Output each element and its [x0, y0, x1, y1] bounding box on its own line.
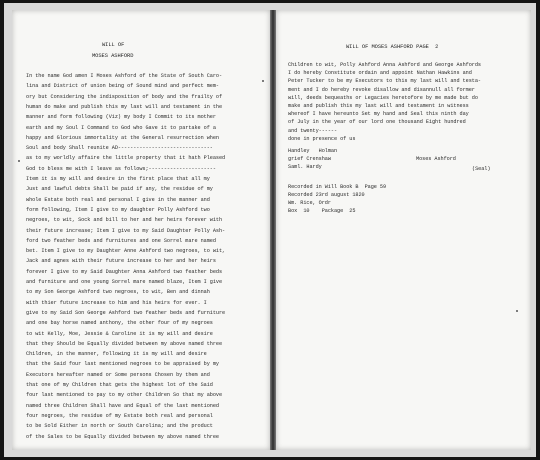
right-page — [276, 10, 531, 450]
body-line: earth and my Soul I Command to God who Gave it to partake of a — [26, 124, 216, 131]
scan-speck — [516, 310, 518, 312]
body-line: negroes, to wit, Sock and bill to her and her heirs forever with — [26, 217, 223, 224]
body-line: to wit Kelly, Moe, Jessie & Caroline it is my will and desire — [26, 330, 213, 337]
body-line: happy and Glorious immortality at the General resurrection when — [26, 134, 219, 141]
body-line: to my Son George Ashford two negroes, to wit, Ben and dinnah — [26, 289, 210, 296]
body-line: manner and form following (Viz) my body I Commit to its mother — [26, 114, 216, 121]
body-line: as to my worldly affaire the little property that it hath Pleased — [26, 155, 226, 162]
body-line: Children, in the manner, following it is my will and desire — [26, 351, 207, 358]
body-line: forever I give to my Said Daughter Anna Ashford two feather beds — [26, 268, 223, 275]
body-line: bet. Item I give to my Daughter Anne Ashford two negroes, to wit, — [26, 248, 226, 255]
body-line: give to my Said Son George Ashford two feather beds and furniture — [26, 309, 226, 316]
body-line: of the Sales to be Equally divided between my above named three — [26, 433, 219, 440]
left-page — [12, 10, 270, 450]
body-line: that one of my Children that gets the highest lot of the Said — [26, 382, 213, 388]
page-subheading: MOSES ASHFORD — [92, 53, 134, 59]
seal-mark: (Seal) — [472, 166, 491, 172]
witness-2: grief Crenshaw — [288, 156, 331, 162]
body-line: their future increase; Item I give to my Said Daughter Polly Ash- — [26, 227, 226, 234]
record-line: Recorded in Will Book B Page 59 — [288, 184, 387, 190]
testator-signature: Moses Ashford — [416, 156, 456, 162]
body-line: to be Sold Either in north or South Carolina; and the product — [26, 423, 213, 430]
page-heading: WILL OF — [102, 42, 125, 48]
body-line: of July in the year of our lord one thousand Eight hundred — [288, 119, 466, 126]
body-line: Children to wit, Polly Ashford Anna Ashford and George Ashfords — [288, 62, 481, 68]
body-line: God to bless me with I leave as follows;---------------------- — [26, 165, 216, 172]
body-line: Just and lawful debts Shall be paid if any, the residue of my — [26, 186, 213, 193]
body-line: ory but Considering the indisposition of body and the frailty of — [26, 93, 223, 100]
body-line: Soul and body Shall reunite AD------------------------------- — [26, 145, 213, 152]
body-line: Peter Tucker to be my Executors to this my last will and testa- — [288, 78, 481, 85]
body-line: done in presence of us — [288, 135, 356, 142]
body-line: that they Should be Equally divided between my above named three — [26, 340, 223, 347]
body-line: ford two feather beds and furnitures and one Sorrel mare named — [26, 237, 216, 244]
body-line: with thier future increase to him and his heirs for ever. I — [26, 299, 207, 306]
body-line: and furniture and one young Sorrel mare named blaze, Item I give — [26, 279, 223, 285]
record-line: Recorded 23rd august 1820 — [288, 192, 365, 198]
record-line: Box 10 Package 25 — [288, 208, 356, 214]
body-line: lina and District of union being of Sound mind and perfect mem- — [26, 83, 219, 90]
body-line: whereof I have hereunto Set my hand and Seal this ninth day — [288, 111, 469, 118]
body-line: four negroes, the residue of my Estate both real and personal — [26, 412, 213, 419]
body-line: named three Children Shall have and Equal of the last mentioned — [26, 402, 219, 409]
body-line: will, deeds bequeaths or Legacies heretofore by me made but do — [288, 94, 478, 101]
witness-1: Handley Holman — [288, 148, 338, 154]
record-line: Wm. Rice, Ordr — [288, 200, 331, 206]
body-line: In the name God amen I Moses Ashford of the State of South Caro- — [26, 73, 223, 79]
body-line: whole Estate both real and personal I give in the manner and — [26, 196, 210, 203]
scan-speck — [262, 80, 264, 82]
scan-speck — [18, 160, 20, 162]
page-heading-2: WILL OF MOSES ASHFORD PAGE 2 — [346, 44, 439, 50]
body-line: and one bay horse named anthony, the other four of my negroes — [26, 320, 213, 327]
body-line: ment and I do hereby revoke disallow and disannull all former — [288, 86, 475, 93]
body-line: Executors hereafter named or Some persons Chosen by them and — [26, 371, 210, 378]
body-line: Item it is my will and desire in the first place that all my — [26, 176, 210, 182]
body-line: form following, Item I give to my daughter Polly Ashford two — [26, 206, 210, 213]
body-line: human do make and publish this my last will and testament in the — [26, 103, 223, 110]
witness-3: Saml. Hardy — [288, 164, 322, 170]
body-line: that the Said four last mentioned negroes to be appraised by my — [26, 361, 219, 368]
body-line: make and publish this my last will and testament in witness — [288, 103, 469, 109]
body-line: four last mentioned to pay to my other Children So that my above — [26, 392, 223, 399]
body-line: and twenty------ — [288, 127, 338, 134]
body-line: I do hereby Constitute ordain and appoint Nathan Hawkins and — [288, 70, 472, 77]
body-line: Jack and agnes with their future increase to her and her heirs — [26, 258, 216, 265]
